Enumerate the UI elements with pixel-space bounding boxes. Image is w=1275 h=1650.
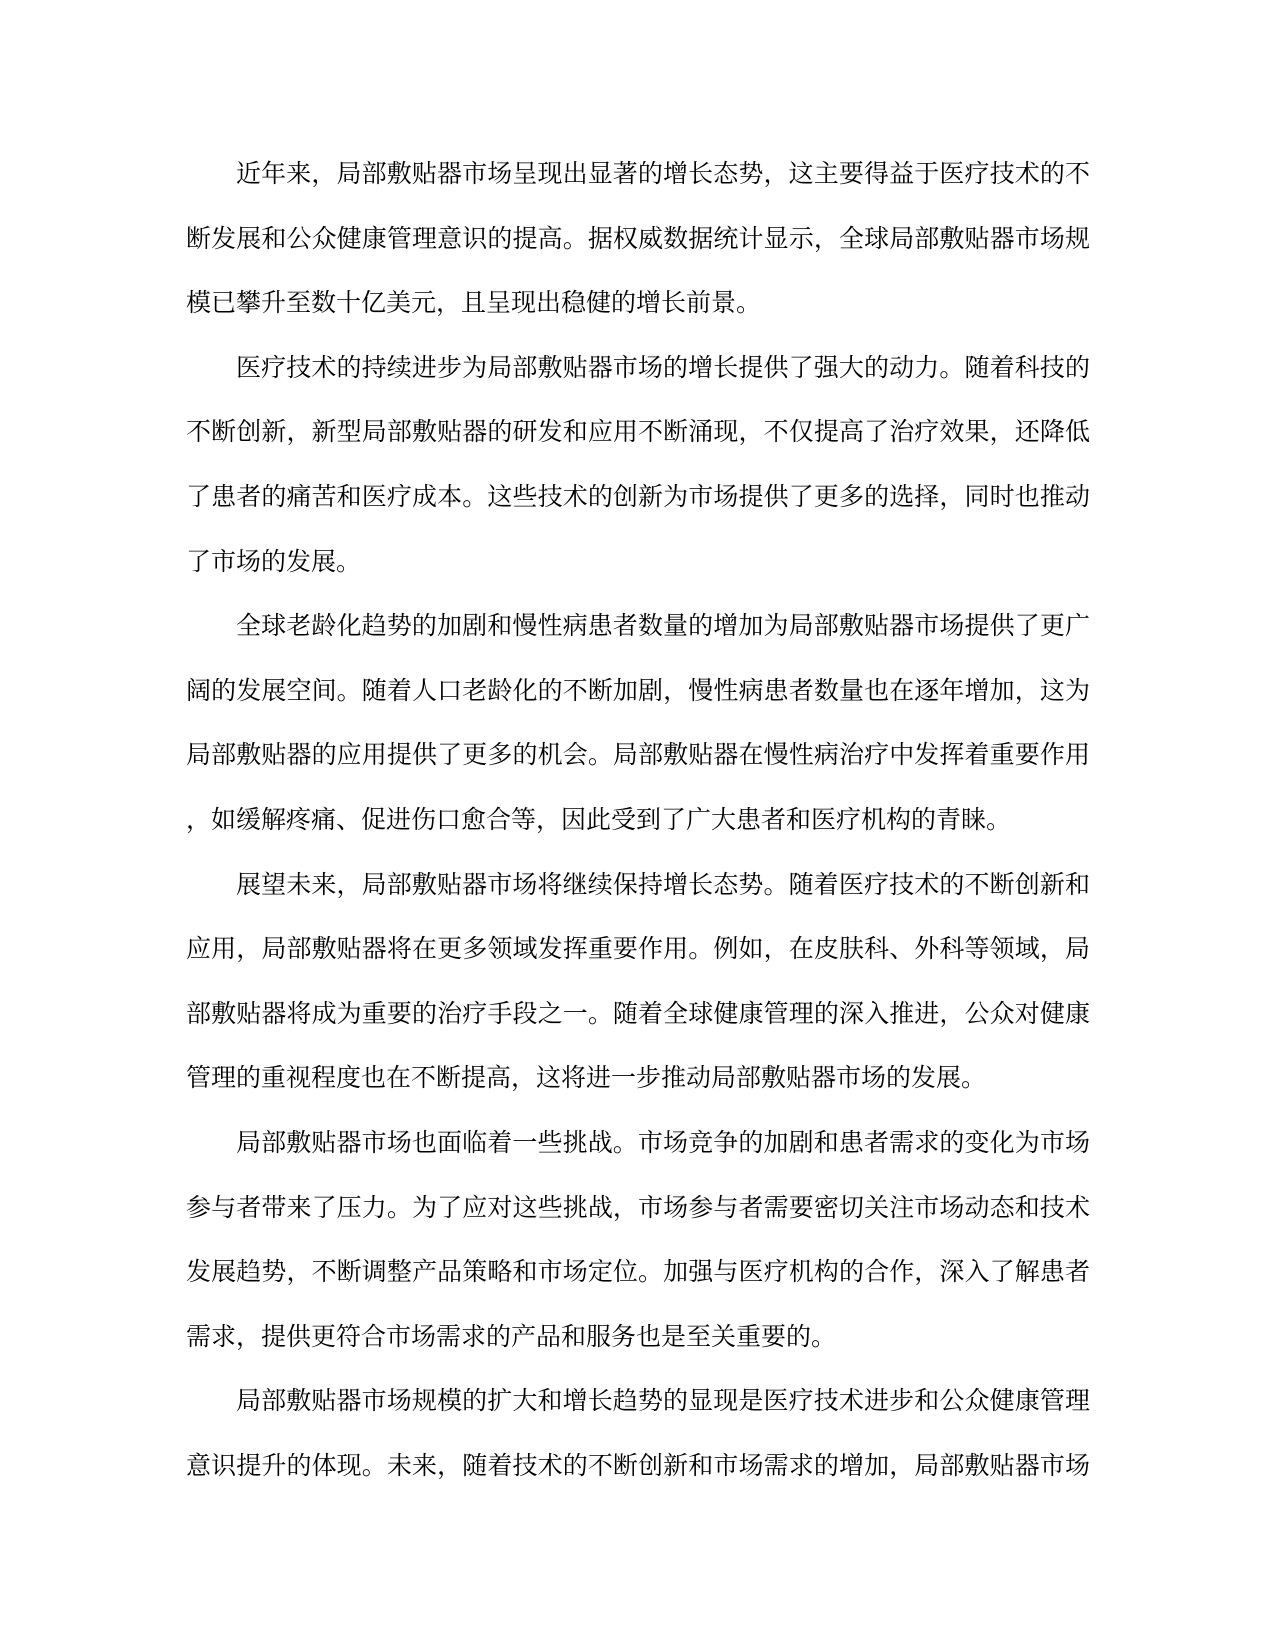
text-line: 部敷贴器将成为重要的治疗手段之一。随着全球健康管理的深入推进，公众对健康 [186,999,1090,1028]
text-line: 断发展和公众健康管理意识的提高。据权威数据统计显示，全球局部敷贴器市场规 [186,224,1090,253]
text-line: 发展趋势，不断调整产品策略和市场定位。加强与医疗机构的合作，深入了解患者 [186,1258,1090,1287]
text-line: 管理的重视程度也在不断提高，这将进一步推动局部敷贴器市场的发展。 [186,1064,987,1093]
text-line: 局部敷贴器市场也面临着一些挑战。市场竞争的加剧和患者需求的变化为市场 [236,1128,1090,1157]
text-line: 展望未来，局部敷贴器市场将继续保持增长态势。随着医疗技术的不断创新和 [236,870,1090,899]
text-line: 近年来，局部敷贴器市场呈现出显著的增长态势，这主要得益于医疗技术的不 [236,160,1090,188]
text-line: 模已攀升至数十亿美元，且呈现出稳健的增长前景。 [186,289,762,318]
text-line: 参与者带来了压力。为了应对这些挑战，市场参与者需要密切关注市场动态和技术 [186,1193,1090,1222]
text-line: 需求，提供更符合市场需求的产品和服务也是至关重要的。 [186,1322,837,1351]
text-line: 医疗技术的持续进步为局部敷贴器市场的增长提供了强大的动力。随着科技的 [236,353,1090,382]
paragraph [186,853,1090,1111]
text-line: 应用，局部敷贴器将在更多领域发挥重要作用。例如，在皮肤科、外科等领域，局 [186,935,1090,964]
text-line: 不断创新，新型局部敷贴器的研发和应用不断涌现，不仅提高了治疗效果，还降低 [186,418,1090,447]
text-line: ，如缓解疼痛、促进伤口愈合等，因此受到了广大患者和医疗机构的青睐。 [186,805,1012,834]
paragraph [186,594,1090,852]
text-line: 局部敷贴器的应用提供了更多的机会。局部敷贴器在慢性病治疗中发挥着重要作用 [186,741,1090,770]
text-line: 意识提升的体现。未来，随着技术的不断创新和市场需求的增加，局部敷贴器市场 [186,1451,1090,1480]
paragraph [186,1369,1090,1498]
paragraph [186,142,1090,336]
text-line: 全球老龄化趋势的加剧和慢性病患者数量的增加为局部敷贴器市场提供了更广 [236,612,1090,641]
text-line: 了患者的痛苦和医疗成本。这些技术的创新为市场提供了更多的选择，同时也推动 [186,482,1090,511]
paragraph [186,1111,1090,1369]
text-line: 了市场的发展。 [186,547,362,576]
document-body [186,142,1090,1498]
text-line: 局部敷贴器市场规模的扩大和增长趋势的显现是医疗技术进步和公众健康管理 [236,1387,1090,1416]
text-line: 阔的发展空间。随着人口老龄化的不断加剧，慢性病患者数量也在逐年增加，这为 [186,676,1090,705]
paragraph [186,336,1090,594]
